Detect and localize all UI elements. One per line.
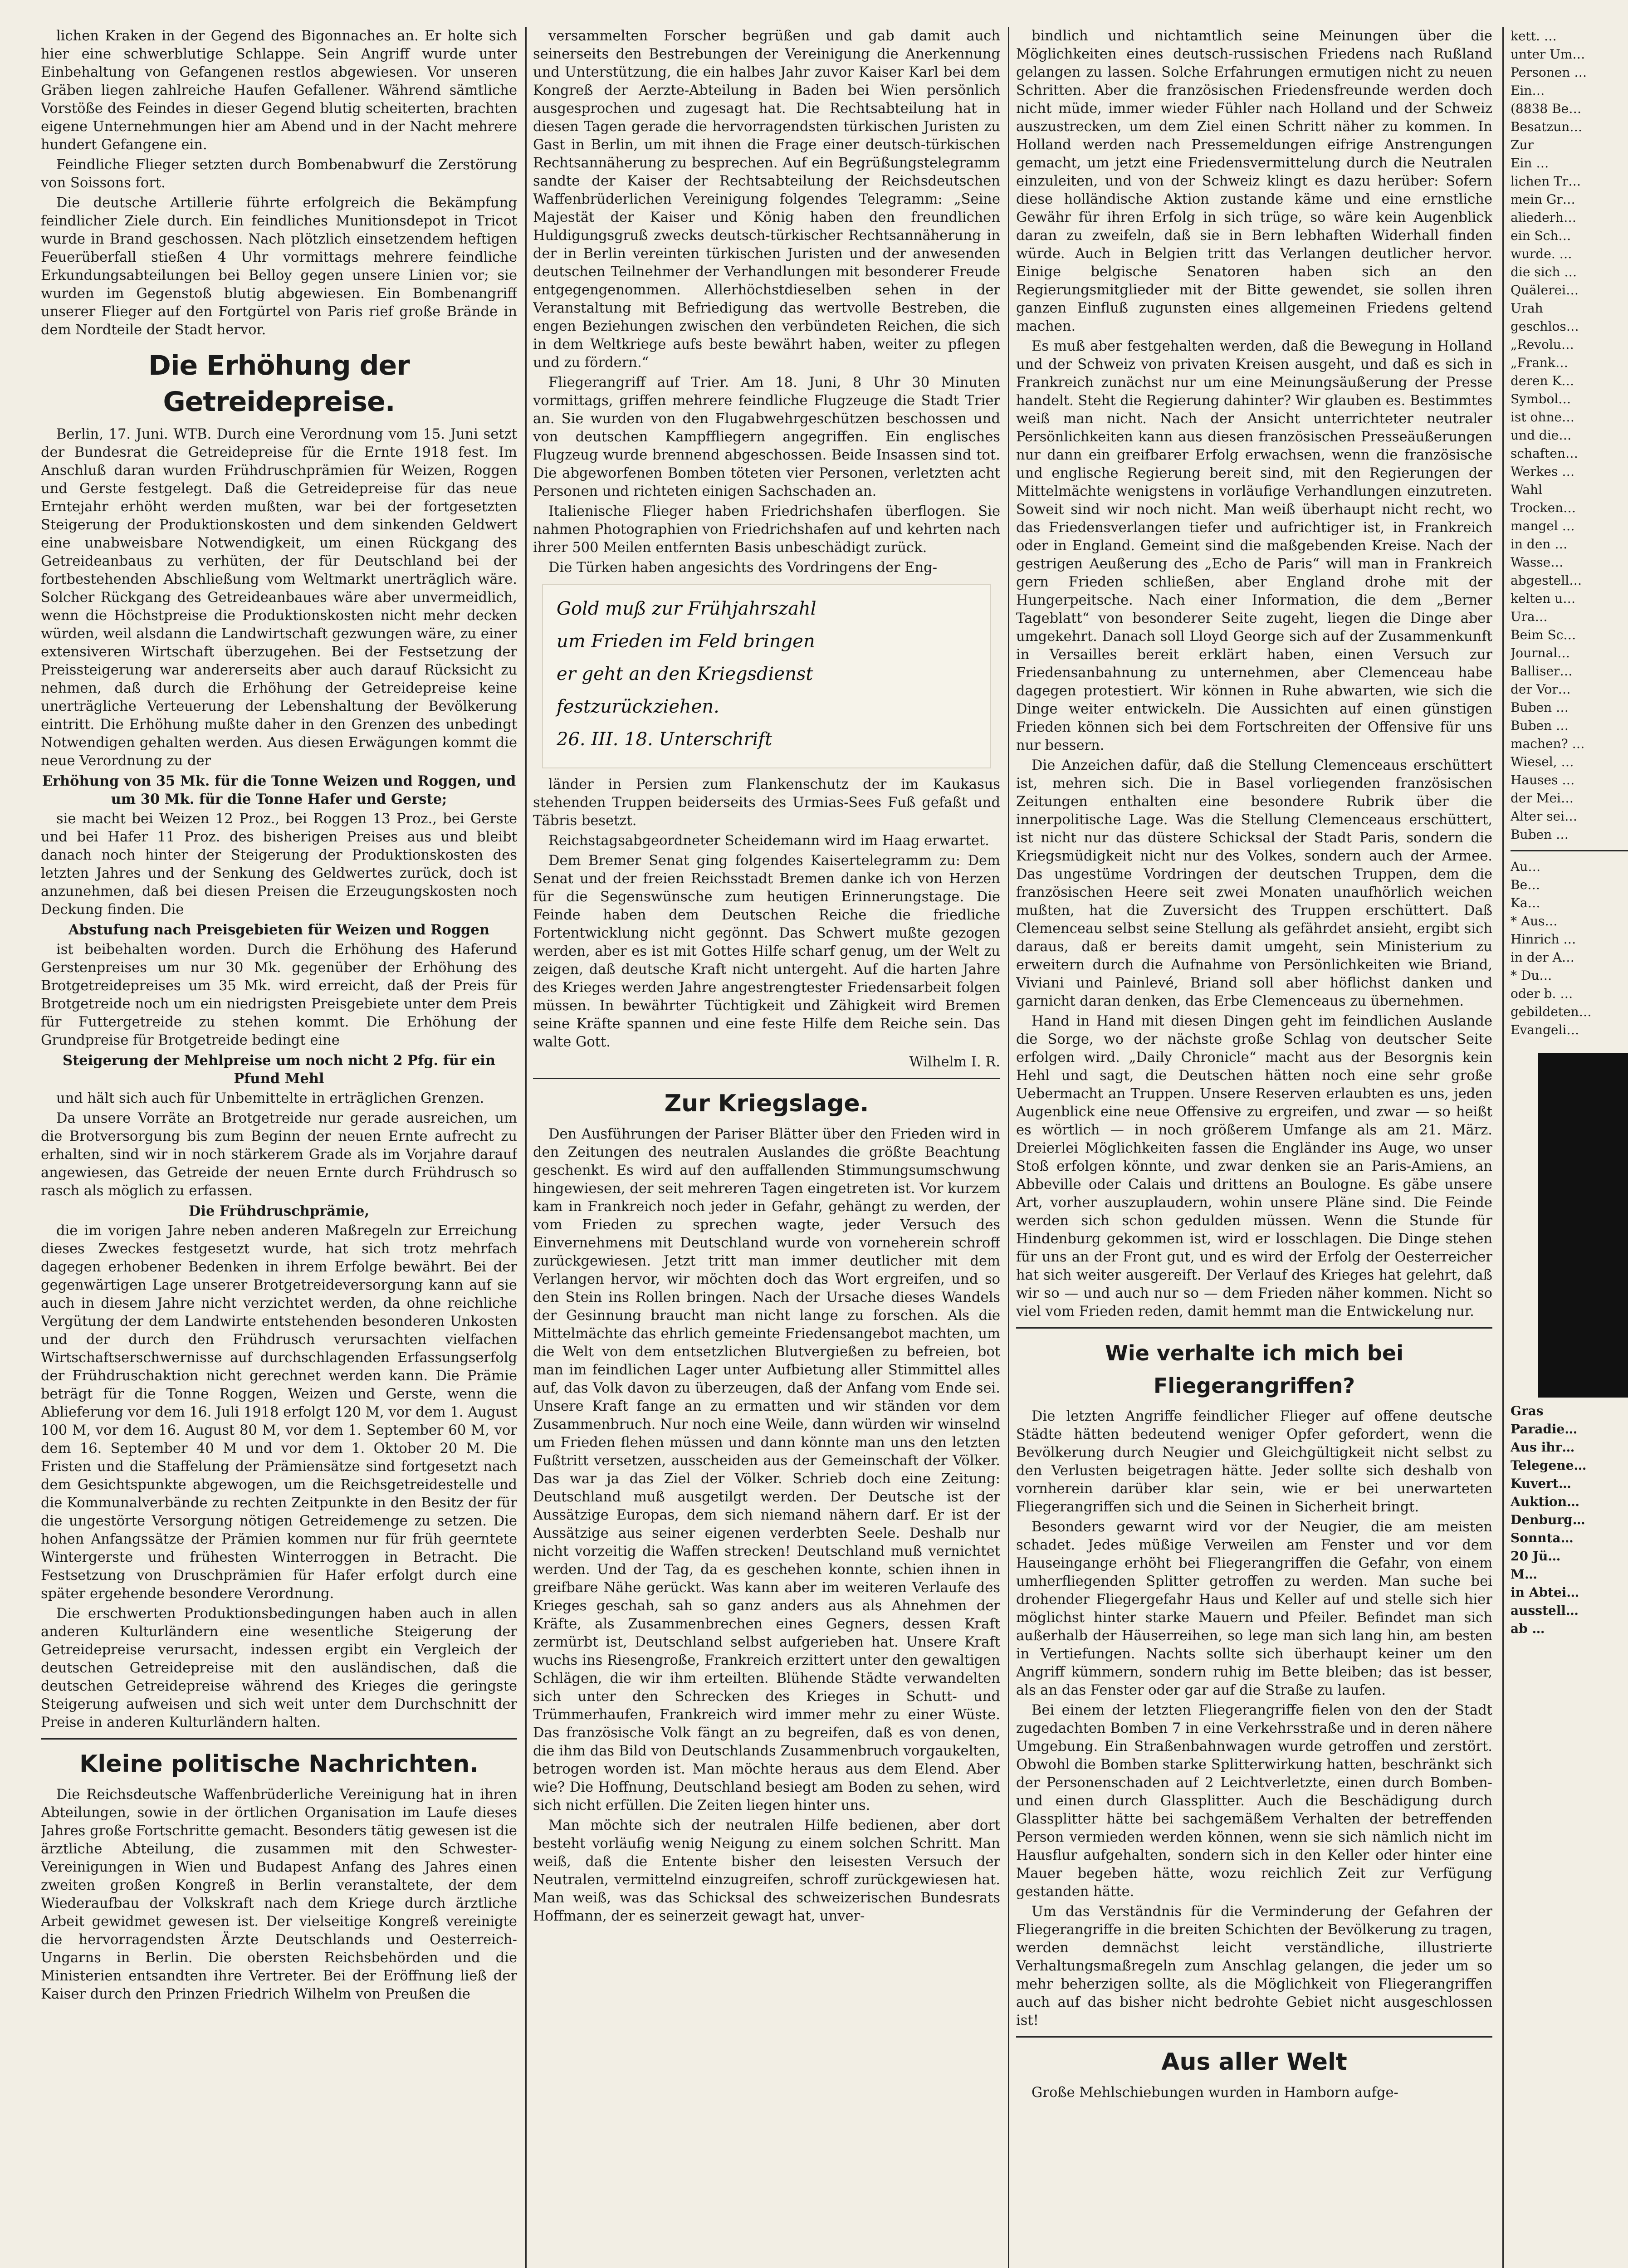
- cropped-line: Wiesel, …: [1511, 754, 1574, 769]
- cropped-line: 20 Jü…: [1511, 1549, 1561, 1564]
- cropped-line: Ura…: [1511, 609, 1548, 624]
- cropped-line: kett. …: [1511, 29, 1557, 44]
- paragraph: Dem Bremer Senat ging folgendes Kaisertelegramm zu: Dem Senat und der freien Reichsstadt Bremen danke ich von Herzen für die Segenswünsche zum heutigen Erinnerungstage. Die Feinde haben dem Deutschen Reiche die friedliche Fortentwicklung nicht gegönnt. Das Schwert mußte gezogen werden, aber es ist mit Gottes Hilfe scharf genug, um der Welt zu zeigen, daß deutsche Kraft nicht untergeht. Auf die harten Jahre des Krieges werden Jahre angestrengtester Friedensarbeit folgen müssen. In bewährter Tüchtigkeit und Zähigkeit wird Bremen seine Kräfte spannen und eine feste Hilfe dem Reiche sein. Das walte Gott.: [533, 853, 1000, 1050]
- subheading: Erhöhung von 35 Mk. für die Tonne Weizen und Roggen, und um 30 Mk. für die Tonne Hafer und Gerste;: [42, 773, 516, 807]
- cropped-line: kelten u…: [1511, 591, 1576, 606]
- cropped-line: der Mei…: [1511, 791, 1574, 806]
- cropped-text-block: [1511, 858, 1628, 1039]
- cropped-line: „Frank…: [1511, 355, 1569, 370]
- handwriting-line: um Frieden im Feld bringen: [557, 631, 815, 652]
- paragraph: Die Reichsdeutsche Waffenbrüderliche Vereinigung hat in ihren Abteilungen, sowie in der örtlichen Organisation im Laufe dieses Jahres große Fortschritte gemacht. Besonders tätig gewesen ist die ärztliche Abteilung, die zusammen mit den Schwester-Vereinigungen in Wien und Budapest Anfang des Jahres einen zweiten großen Kongreß in Berlin veranstaltete, der dem Wiederaufbau der Volkskraft nach dem Kriege durch ärztliche Arbeit gewidmet gewesen ist. Der vielseitige Kongreß vereinigte die hervorragendsten Ärzte Deutschlands und Oesterreich-Ungarns in Berlin. Die obersten Reichsbehörden und die Ministerien entsandten ihre Vertreter. Bei der Eröffnung ließ der Kaiser durch den Prinzen Friedrich Wilhelm von Preußen die: [41, 1787, 517, 2002]
- article-heading-air-raids: Wie verhalte ich mich bei Fliegerangriffen?: [1105, 1341, 1403, 1398]
- paragraph: Den Ausführungen der Pariser Blätter über den Frieden wird in den Zeitungen des neutralen Auslandes die größte Beachtung geschenkt. Es wird auf den auffallenden Stimmungsumschwung hingewiesen, der seit mehreren Tagen eingetreten ist. Vor kurzem kam in Frankreich noch jeder in Gefahr, gehängt zu werden, der vom Frieden zu sprechen wagte, jeder Versuch des Einvernehmens mit Deutschland wurde von vorneherein schroff zurückgewiesen. Jetzt tritt man immer deutlicher mit dem Verlangen hervor, wir möchten doch das Wort ergreifen, und so den Stein ins Rollen bringen. Nach der Ursache dieses Wandels der Gesinnung braucht man nicht lange zu forschen. Als die Mittelmächte das ehrlich gemeinte Friedensangebot machten, um die Welt von dem entsetzlichen Blutvergießen zu befreien, bot man im feindlichen Lager unter Aufbietung aller Stimmittel alles auf, das Volk davon zu überzeugen, daß der Anfang vom Ende sei. Unsere Kraft fange an zu ermatten und wir ständen vor dem Zusammenbruch. Nur noch eine Weile, dann würden wir winselnd um Frieden flehen müssen und dann könnte man uns den letzten Fußtritt versetzen, ausscheiden aus der Gemeinschaft der Völker. Das war ja das Ziel der Völker. Schrieb doch eine Zeitung: Deutschland muß ausgetilgt werden. Der Deutsche ist der Aussätzige Europas, dem sich niemand nähern darf. Er ist der Aussätzige aus seiner eigenen verderbten Seele. Deshalb nur nicht vorzeitig die Waffen strecken! Deutschland muß vernichtet werden. Und der Tag, da es geschehen konnte, schien ihnen in greifbare Nähe gerückt. Was kann aber im weiteren Verlaufe des Krieges geschah, sah so ganz anders aus als Ahnehmen der Kräfte, als Zusammenbrechen eines Gegners, dessen Kraft zermürbt ist, Deutschland selbst aufgerieben hat. Unsere Kraft wuchs ins Riesengroße, Frankreich erzittert unter den gewaltigen Schlägen, die wir ihm erteilten. Blühende Städte verwandelten sich unter den Schrecken des Krieges in Schutt- und Trümmerhaufen, Frankreich wird immer mehr zu einer Wüste. Das französische Volk fängt an zu begreifen, daß es von denen, die ihm das Bild von Deutschlands Zusammenbruch vorgaukelten, betrogen worden ist. Man möchte heraus aus dem Elend. Aber wie? Die Hoffnung, Deutschland besiegt am Boden zu sehen, wird sich nicht erfüllen. Die Zeiten liegen hinter uns.: [533, 1126, 1000, 1813]
- cropped-line: Aus ihr…: [1511, 1440, 1575, 1455]
- column-rule: [1502, 27, 1504, 2268]
- column-1: [41, 27, 517, 2268]
- cropped-advertisement-text: [1511, 1402, 1628, 1638]
- cropped-line: oder b. …: [1511, 986, 1573, 1001]
- cropped-line: Ein…: [1511, 83, 1545, 98]
- paragraph: die im vorigen Jahre neben anderen Maßregeln zur Erreichung dieses Zweckes festgesetzt wurde, hat sich trotz mehrfach dagegen erhobener Bedenken in ihrem Erfolge bewährt. Bei der gegenwärtigen Lage unserer Brotgetreideversorgung kann auf sie auch in diesem Jahre nicht verzichtet werden, da ohne reichliche Vergütung der dem Landwirte entstehenden besonderen Unkosten und der durch den Frühdrusch verursachten vielfachen Wirtschaftserschwernisse auf durchschlagenden Erfassungserfolg der Frühdruschaktion nicht gerechnet werden kann. Die Prämie beträgt für die Tonne Roggen, Weizen und Gerste, wenn die Ablieferung vor dem 16. Juli 1918 erfolgt 120 M, vor dem 1. August 100 M, vor dem 16. August 80 M, vor dem 1. September 60 M, vor dem 16. September 40 M und vor dem 1. Oktober 20 M. Die Fristen und die Staffelung der Prämiensätze sind fortgesetzt nach dem Gesichtspunkte abgewogen, um die Reichsgetreidestelle und die Kommunalverbände zu rechten Zeitpunkte in den Besitz der für die ungestörte Versorgung nötigen Getreidemenge zu setzen. Die hohen Anfangssätze der Prämien kommen nur für früh geerntete Wintergerste und frühesten Winterroggen in Betracht. Die Festsetzung von Druschprämien für Hafer erfolgt durch eine später ergehende besondere Verordnung.: [41, 1223, 517, 1602]
- subheading: Abstufung nach Preisgebieten für Weizen und Roggen: [68, 922, 490, 938]
- cropped-line: Telegene…: [1511, 1458, 1587, 1473]
- paragraph: länder in Persien zum Flankenschutz der im Kaukasus stehenden Truppen beiderseits des Urmias-Sees Fuß gefaßt und Täbris besetzt.: [533, 777, 1000, 829]
- cropped-line: * Aus…: [1511, 914, 1558, 929]
- cropped-line: Ka…: [1511, 895, 1540, 910]
- cropped-line: Buben …: [1511, 700, 1569, 715]
- article-heading-world-news: Aus aller Welt: [1161, 2048, 1347, 2076]
- paragraph: Reichstagsabgeordneter Scheidemann wird im Haag erwartet.: [548, 833, 989, 849]
- cropped-line: schaften…: [1511, 446, 1578, 461]
- paragraph: Große Mehlschiebungen wurden in Hamborn aufge-: [1032, 2085, 1398, 2101]
- paragraph: Die deutsche Artillerie führte erfolgreich die Bekämpfung feindlicher Ziele durch. Ein feindliches Munitionsdepot in Tricot wurde in Brand geschossen. Nach plötzlich einsetzendem heftigen Feuerüberfall stießen 4 Uhr vormittags mehrere feindliche Erkundungsabteilungen bei Belloy gegen unsere Linien vor; sie wurden im Gegenstoß blutig abgewiesen. Ein Bombenangriff unserer Flieger auf den Fortgürtel von Paris rief große Brände in dem Nordteile der Stadt hervor.: [41, 195, 517, 338]
- cropped-line: mangel …: [1511, 518, 1575, 533]
- article-heading-grain-prices: Die Erhöhung der Getreidepreise.: [148, 350, 410, 418]
- cropped-line: in Abtei…: [1511, 1585, 1579, 1600]
- cropped-line: ist ohne…: [1511, 410, 1574, 425]
- cropped-line: Personen …: [1511, 65, 1587, 80]
- paragraph: Um das Verständnis für die Verminderung der Gefahren der Fliegerangriffe in die breiten Schichten der Bevölkerung zu tragen, werden demnächst leicht verständliche, illustrierte Verhaltungsmaßregeln zum Anschlag gelangen, die jeder um so mehr beherzigen sollte, als die Möglichkeit von Fliegerangriffen auch auf das bisher nicht bedrohte Gebiet nicht ausgeschlossen ist!: [1016, 1904, 1492, 2028]
- cropped-line: aliederh…: [1511, 210, 1577, 225]
- cropped-line: in den …: [1511, 537, 1568, 552]
- article-heading-war-situation: Zur Kriegslage.: [664, 1090, 869, 1117]
- cropped-line: Sonnta…: [1511, 1530, 1574, 1545]
- cropped-line: Evangeli…: [1511, 1022, 1579, 1037]
- paragraph: und hält sich auch für Unbemittelte in erträglichen Grenzen.: [56, 1090, 484, 1106]
- cropped-line: Trocken…: [1511, 500, 1576, 515]
- cropped-line: und die…: [1511, 428, 1572, 443]
- paragraph: Hand in Hand mit diesen Dingen geht im feindlichen Auslande die Sorge, wo der nächste große Schlag von deutscher Seite erfolgen wird. „Daily Chronicle“ macht aus der Besorgnis kein Hehl und sagt, die Deutschen hätten noch eine sehr große Uebermacht an Truppen. Unsere Reserven erlaubten es uns, jeden Augenblick eine neue Offensive zu ergreifen, und zwar — so heißt es wörtlich — in noch größerem Umfange als am 21. März. Dreierlei Möglichkeiten fassen die Engländer ins Auge, wo unser Stoß erfolgen könnte, und zwar denken sie an Paris-Amiens, an Abbeville oder Calais und drittens an Boulogne. Es gäbe unsere Art, vorher auszuplaudern, wohin unsere Pläne sind. Die Feinde werden sich schon gedulden müssen. Wenn die Stunde für Hindenburg gekommen ist, wird er losschlagen. Die Dinge stehen für uns an der Front gut, und es wird der Erfolg der Oesterreicher hat sich weiter ausgereift. Der Verlauf des Krieges hat gelehrt, daß wir so — und auch nur so — dem Frieden näher kommen. Nicht so viel vom Frieden reden, damit hemmt man die Entwickelung nur.: [1016, 1013, 1492, 1320]
- cropped-line: lichen Tr…: [1511, 174, 1581, 189]
- handwriting-line: er geht an den Kriegsdienst: [557, 664, 813, 684]
- cropped-line: Journal…: [1511, 645, 1570, 660]
- paragraph: Fliegerangriff auf Trier. Am 18. Juni, 8 Uhr 30 Minuten vormittags, griffen mehrere feindliche Flugzeuge die Stadt Trier an. Sie wurden von den Flugabwehrgeschützen beschossen und von deutschen Kampffliegern angegriffen. Ein englisches Flugzeug wurde brennend abgeschossen. Beide Insassen sind tot. Die abgeworfenen Bomben töteten vier Personen, verletzten acht Personen und richteten einigen Sachschaden an.: [533, 375, 1000, 499]
- cropped-line: Beim Sc…: [1511, 627, 1576, 642]
- cropped-line: Besatzun…: [1511, 119, 1583, 134]
- cropped-line: der Vor…: [1511, 682, 1571, 697]
- divider: [1016, 1327, 1492, 1329]
- cropped-line: Au…: [1511, 859, 1541, 874]
- cropped-line: Zur: [1511, 137, 1534, 152]
- subheading: Die Frühdruschprämie,: [188, 1203, 370, 1219]
- handwriting-line: Gold muß zur Frühjahrszahl: [557, 598, 816, 619]
- cropped-line: machen? …: [1511, 736, 1585, 751]
- paragraph: Die Türken haben angesichts des Vordringens der Eng-: [548, 560, 938, 576]
- column-rule: [1008, 27, 1009, 2268]
- cropped-line: ab …: [1511, 1621, 1545, 1636]
- cropped-line: Kuvert…: [1511, 1476, 1571, 1491]
- cropped-line: Auktion…: [1511, 1494, 1580, 1509]
- cropped-line: Hinrich …: [1511, 932, 1576, 947]
- column-2: [533, 27, 1000, 2268]
- paragraph: Die Anzeichen dafür, daß die Stellung Clemenceaus erschüttert ist, mehren sich. Die in Basel vorliegenden französischen Zeitungen enthalten eine besondere Rubrik über die innerpolitische Lage. Was die Stellung Clemenceaus erschüttert, ist nicht nur das düstere Schicksal der Stadt Paris, sondern die Kriegsmüdigkeit nicht nur des Volkes, sondern auch der Armee. Das ungestüme Vordringen der deutschen Truppen, dem die französischen Heere seit zwei Monaten unaufhörlich weichen mußten, hat die Zuversicht des Truppen erschüttert. Daß Clemenceau selbst seine Stellung als gefährdet ansieht, ergibt sich daraus, daß er bereits damit umgeht, sein Ministerium zu erweitern durch die Aufnahme von Persönlichkeiten wie Briand, Viviani und Painlevé, Briand soll aber höflichst danken und garnicht daran denken, das Erbe Clemenceaus zu übernehmen.: [1016, 758, 1492, 1009]
- cropped-line: Werkes …: [1511, 464, 1575, 479]
- paragraph: Die letzten Angriffe feindlicher Flieger auf offene deutsche Städte hätten bedeutend weniger Opfer gefordert, wenn die Bevölkerung durch Neugier und Gleichgültigkeit nicht selbst zu den Verlusten beigetragen hätte. Jeder sollte sich deshalb von vornherein darüber klar sein, wie er bei unerwarteten Fliegerangriffen sich und die Seinen in Sicherheit bringt.: [1016, 1408, 1492, 1515]
- cropped-line: abgestell…: [1511, 573, 1582, 588]
- cropped-line: Alter sei…: [1511, 809, 1578, 824]
- paragraph: Die erschwerten Produktionsbedingungen haben auch in allen anderen Kulturländern eine wesentliche Steigerung der Getreidepreise verursacht, indessen ergibt ein Vergleich der deutschen Getreidepreise mit den ausländischen, daß die deutschen Getreidepreise während des Krieges die geringste Steigerung aufweisen und sich weit unter dem Durchschnitt der Preise in anderen Kulturländern halten.: [41, 1606, 517, 1730]
- war-report-continuation: [41, 27, 517, 339]
- paragraph: sie macht bei Weizen 12 Proz., bei Roggen 13 Proz., bei Gerste und bei Hafer 11 Proz. des bisherigen Preises aus und bleibt danach noch hinter der Steigerung der Produktionskosten des letzten Jahres und der Senkung des Geldwertes zurück, doch ist anzunehmen, daß bei diesen Preisen die Erzeugungskosten noch Deckung finden. Die: [41, 811, 517, 918]
- cropped-line: Symbol…: [1511, 391, 1571, 406]
- cropped-line: ausstell…: [1511, 1603, 1579, 1618]
- cropped-line: Quälerei…: [1511, 283, 1579, 298]
- cropped-line: die sich …: [1511, 264, 1577, 279]
- paragraph: Feindliche Flieger setzten durch Bombenabwurf die Zerstörung von Soissons fort.: [41, 157, 517, 191]
- cropped-line: Urah: [1511, 301, 1543, 316]
- cropped-line: ein Sch…: [1511, 228, 1571, 243]
- paragraph: ist beibehalten worden. Durch die Erhöhung des Haferund Gerstenpreises um nur 30 Mk. gegenüber der Erhöhung des Brotgetreidepreises um 35 Mk. wird erreicht, daß der Preis für Brotgetreide noch um ein niedrigsten Preisgebiete unter dem Preis für Futtergetreide zu stehen kommt. Die Erhöhung der Grundpreise für Brotgetreide bedingt eine: [41, 942, 517, 1048]
- cropped-line: Paradie…: [1511, 1422, 1578, 1437]
- divider: [1511, 850, 1628, 851]
- cropped-line: wurde. …: [1511, 246, 1572, 261]
- paragraph: Besonders gewarnt wird vor der Neugier, die am meisten schadet. Jedes müßige Verweilen am Fenster und vor dem Hauseingange erhöht bei Fliegerangriffen die Gefahr, von einem umherfliegenden Splitter getroffen zu werden. Man suche bei drohender Fliegergefahr Haus und Keller auf und stelle sich hier möglichst hinter starke Mauern und Pfeiler. Befindet man sich außerhalb der Häuserreihen, so lege man sich lang hin, am besten in Vertiefungen. Nachts sollte sich überhaupt keiner um den Angriff kümmern, sondern ruhig im Bette bleiben; das ist besser, als an das Fenster oder gar auf die Straße zu laufen.: [1016, 1519, 1492, 1698]
- cropped-line: Wahl: [1511, 482, 1543, 497]
- cropped-line: Denburg…: [1511, 1512, 1585, 1527]
- article-heading-political-news: Kleine politische Nachrichten.: [79, 1750, 479, 1778]
- column-rule: [525, 27, 527, 2268]
- cropped-line: geschlos…: [1511, 319, 1579, 334]
- divider: [41, 1738, 517, 1740]
- paragraph: Man möchte sich der neutralen Hilfe bedienen, aber dort besteht vorläufig wenig Neigung zu einem solchen Schritt. Man weiß, daß die Entente bisher den leisesten Versuch der Neutralen, vermittelnd einzugreifen, schroff zurückgewiesen hat. Man weiß, was das Schicksal des schweizerischen Bundesrats Hoffmann, der es seinerzeit gewagt hat, unver-: [533, 1818, 1000, 1924]
- paragraph: bindlich und nichtamtlich seine Meinungen über die Möglichkeiten eines deutsch-russischen Friedens nach Rußland gelangen zu lassen. Solche Erfahrungen ermutigen nicht zu neuen Schritten. Aber die französischen Friedensfreunde werden doch nicht müde, immer wieder Fühler nach Holland und der Schweiz auszustrecken, um dem Ziel einen Schritt näher zu kommen. In Holland werden nach Pressemeldungen eifrige Anstrengungen gemacht, um jetzt eine Friedensvermittelung durch die Neutralen einzuleiten, und von der Schweiz klingt es dazu herüber: Sofern diese holländische Aktion zustande käme und eine ernstliche Gewähr für ihren Erfolg in sich trüge, so wäre kein Augenblick daran zu zweifeln, daß sie in Bern lebhaften Widerhall finden würde. Auch in Belgien tritt das Verlangen deutlicher hervor. Einige belgische Senatoren haben sich an den Regierungsmitglieder mit der Bitte gewendet, sie sollen ihren ganzen Einfluß zugunsten eines allgemeinen Friedens geltend machen.: [1016, 28, 1492, 334]
- divider: [533, 1078, 1000, 1079]
- paragraph: versammelten Forscher begrüßen und gab damit auch seinerseits den Bestrebungen der Vereinigung die Anerkennung und Unterstützung, die ein halbes Jahr zuvor Kaiser Karl bei dem Kongreß der Aerzte-Abteilung in Baden bei Wien persönlich ausgesprochen und zugesagt hat. Die Rechtsabteilung hat in diesen Tagen gerade die hervorragendsten türkischen Juristen zu Gast in Berlin, um mit ihnen die Frage einer deutsch-türkischen Rechtsannäherung zu besprechen. Auf ein Begrüßungstelegramm sandte der Kaiser der Rechtsabteilung der Reichsdeutschen Waffenbrüderlichen Vereinigung folgendes Telegramm: „Seine Majestät der Kaiser und König haben den freundlichen Huldigungsgruß zwecks deutsch-türkischer Rechtsannäherung in der in Berlin vereinten türkischen Juristen und der anwesenden deutschen Teilnehmer der Verhandlungen mit besonderer Freude entgegengenommen. Allerhöchstdieselben sehen in der Veranstaltung mit Befriedigung das wertvolle Bestreben, die engen Beziehungen zwischen den verbündeten Reichen, die sich in dem Weltkriege aufs beste bewährt haben, weiter zu pflegen und zu fördern.“: [533, 28, 1000, 371]
- column-3: [1016, 27, 1492, 2268]
- cropped-line: deren K…: [1511, 373, 1574, 388]
- cropped-line: Buben …: [1511, 827, 1569, 842]
- cropped-line: in der A…: [1511, 950, 1574, 965]
- cropped-line: Buben …: [1511, 718, 1569, 733]
- cropped-line: mein Gr…: [1511, 192, 1575, 207]
- cropped-line: Ein …: [1511, 156, 1549, 171]
- cropped-line: Wasse…: [1511, 555, 1564, 570]
- cropped-line: * Du…: [1511, 968, 1552, 983]
- dark-advertisement-block: [1538, 1053, 1628, 1398]
- signature: Wilhelm I. R.: [909, 1054, 1000, 1070]
- subheading: Steigerung der Mehlpreise um noch nicht 2 Pfg. für ein Pfund Mehl: [63, 1052, 495, 1087]
- paragraph: Da unsere Vorräte an Brotgetreide nur gerade ausreichen, um die Brotversorgung bis zum Beginn der neuen Ernte aufrecht zu erhalten, sind wir in noch stärkerem Grade als im Vorjahre darauf angewiesen, das Getreide der neuen Ernte durch Frühdrusch so rasch als möglich zu erfassen.: [41, 1110, 517, 1199]
- cropped-text-block: [1511, 27, 1628, 844]
- cropped-line: (8838 Be…: [1511, 101, 1582, 116]
- paragraph: Es muß aber festgehalten werden, daß die Bewegung in Holland und der Schweiz von privaten Kreisen ausgeht, und daß es sich in Frankreich zunächst nur um eine Meinungsäußerung der Presse handelt. Steht die Regierung dahinter? Wir glauben es. Bestimmtes weiß man nicht. Nach der Ansicht unterrichteter neutraler Persönlichkeiten kann aus diesen französischen Presseäußerungen nur dann ein greifbarer Erfolg erwachsen, wenn die französische und englische Regierung bereit sind, mit den Regierungen der Mittelmächte wenigstens in vorläufige Verhandlungen einzutreten. Soweit sind wir noch nicht. Man weiß überhaupt nicht recht, wo das Friedensverlangen tiefer und aufrichtiger ist, in Frankreich oder in England. Gemeint sind die maßgebenden Kreise. Nach der gestrigen Aeußerung des „Echo de Paris“ will man in Frankreich gern Frieden schließen, aber England drohe mit der Hungerpeitsche. Nach einer Information, die dem „Berner Tageblatt“ von besonderer Seite zugeht, liegen die Dinge aber umgekehrt. Danach soll Lloyd George sich auf der Zusammenkunft in Versailles bereit erklärt haben, einen Versuch zur Friedensanbahnung zu unternehmen, aber Clemenceau habe dagegen protestiert. Wir können in Ruhe abwarten, wie sich die Dinge weiter entwickeln. Die Aussichten auf einen günstigen Frieden können sich bei dem Fortschreiten der Offensive für uns nur bessern.: [1016, 338, 1492, 753]
- handwriting-signature: 26. III. 18. Unterschrift: [557, 729, 772, 750]
- cropped-line: Gras: [1511, 1403, 1544, 1418]
- cropped-line: M…: [1511, 1567, 1537, 1582]
- cropped-line: Hauses …: [1511, 772, 1575, 787]
- cropped-line: „Revolu…: [1511, 337, 1574, 352]
- paragraph: Berlin, 17. Juni. WTB. Durch eine Verordnung vom 15. Juni setzt der Bundesrat die Getreidepreise für die Ernte 1918 fest. Im Anschluß daran wurden Frühdruschprämien für Weizen, Roggen und Gerste festgelegt. Daß die Getreidepreise für das neue Erntejahr erhöht werden mußten, war bei der fortgesetzten Steigerung der Produktionskosten und dem sinkenden Geldwert eine unabweisbare Notwendigkeit, um einen Rückgang des Getreideanbaus zu verhüten, der für Deutschland bei der fortbestehenden Abschließung vom Weltmarkt unerträglich wäre. Solcher Rückgang des Getreideanbaues wäre aber unvermeidlich, wenn die Höchstpreise die Produktionskosten nicht mehr decken würden, weil alsdann die Landwirtschaft gezwungen wäre, zu einer extensiveren Wirtschaft überzugehen. Bei der Festsetzung der Preissteigerung war andererseits aber auch darauf Rücksicht zu nehmen, daß durch die Erhöhung der Getreidepreise keine unerträgliche Verteuerung der Lebenshaltung der Bevölkerung eintritt. Die Erhöhung mußte daher in den Grenzen des unbedingt Notwendigen gehalten werden. Aus diesen Erwägungen kommt die neue Verordnung zu der: [41, 426, 517, 769]
- cropped-line: unter Um…: [1511, 47, 1585, 62]
- cropped-line: gebildeten…: [1511, 1004, 1592, 1019]
- paragraph: Bei einem der letzten Fliegerangriffe fielen von den der Stadt zugedachten Bomben 7 in eine Verkehrsstraße und in deren nähere Umgebung. Ein Straßenbahnwagen wurde getroffen und zerstört. Obwohl die Bomben starke Splitterwirkung hatten, beschränkt sich der Personenschaden auf 2 Leichtverletzte, einen durch Bomben- und einen durch Glassplitter. Auch die Beschädigung durch Glassplitter hätte bei sachgemäßem Verhalten der betreffenden Person vermieden werden können, wenn sie sich nämlich nicht im Hausflur aufgehalten, sondern sich in den Keller oder hinter eine Mauer begeben hätte, wozu reichlich Zeit zur Verfügung gestanden hätte.: [1016, 1702, 1492, 1900]
- paragraph: Italienische Flieger haben Friedrichshafen überflogen. Sie nahmen Photographien von Friedrichshafen auf und kehrten nach ihrer 500 Meilen entfernten Basis unbeschädigt zurück.: [533, 503, 1000, 556]
- handwriting-line: festzurückziehen.: [557, 696, 719, 717]
- cropped-line: Be…: [1511, 877, 1540, 892]
- cropped-line: Balliser…: [1511, 664, 1573, 679]
- handwritten-facsimile: [542, 584, 991, 768]
- column-4-cropped: [1511, 27, 1628, 2268]
- divider: [1016, 2036, 1492, 2038]
- paragraph: lichen Kraken in der Gegend des Bigonnaches an. Er holte sich hier eine schwerblutige Schlappe. Sein Angriff wurde unter Einbehaltung von Gefangenen restlos abgewiesen. Vor unseren Gräben liegen zahlreiche Haufen Gefallener. Während sämtliche Vorstöße des Feindes in dieser Gegend blutig scheiterten, brachten eigene Unternehmungen hier am Abend und in der Nacht mehrere hundert Gefangene ein.: [41, 28, 517, 153]
